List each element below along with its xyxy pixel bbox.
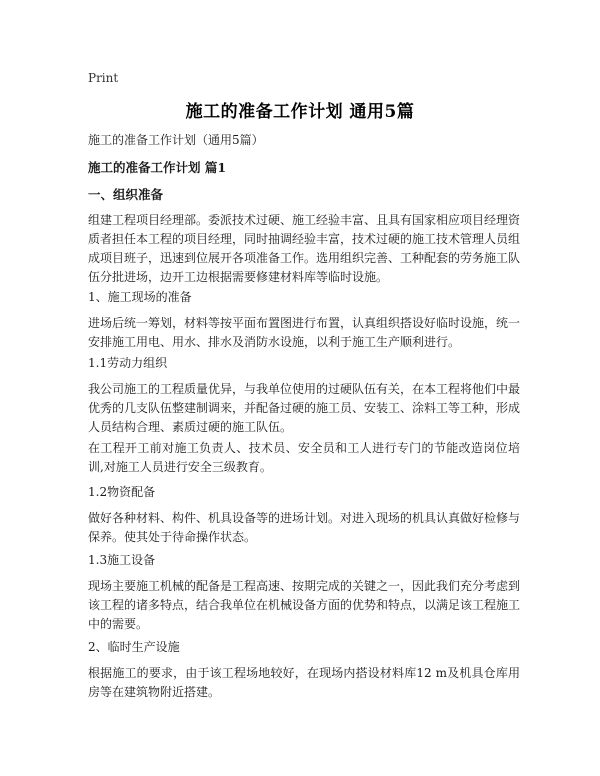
paragraph-organization: 组建工程项目经理部。委派技术过硬、施工经验丰富、且具有国家相应项目经理资质者担任本工程的项目经理，同时抽调经验丰富，技术过硬的施工技术管理人员组成项目班子，迅速到位展开各项准备工作。选用组织完善、工种配套的劳务施工队伍分批进场，边开工边根据需要修建材料库等临时设施。 [88, 213, 521, 284]
heading-temporary-facilities: 2、临时生产设施 [88, 640, 180, 654]
document-subtitle: 施工的准备工作计划（通用5篇） [88, 133, 264, 147]
heading-site-preparation: 1、施工现场的准备 [88, 290, 192, 304]
paragraph-labor: 我公司施工的工程质量优异，与我单位使用的过硬队伍有关，在本工程将他们中最优秀的几支队伍整建制调来，并配备过硬的施工员、安装工、涂料工等工种，形成人员结构合理、素质过硬的施工队伍。 [88, 382, 521, 434]
print-label: Print [88, 71, 119, 85]
paragraph-equipment: 现场主要施工机械的配备是工程高速、按期完成的关键之一，因此我们充分考虑到该工程的诸多特点，结合我单位在机械设备方面的优势和特点，以满足该工程施工中的需要。 [88, 579, 521, 631]
heading-organization: 一、组织准备 [88, 187, 164, 202]
heading-labor: 1.1劳动力组织 [88, 356, 168, 370]
heading-materials: 1.2物资配备 [88, 485, 156, 499]
paragraph-site-preparation: 进场后统一筹划，材料等按平面布置图进行布置，认真组织搭设好临时设施，统一安排施工用电、用水、排水及消防水设施，以利于施工生产顺利进行。 [88, 316, 521, 349]
paragraph-materials: 做好各种材料、构件、机具设备等的进场计划。对进入现场的机具认真做好检修与保养。使其处于待命操作状态。 [88, 511, 521, 544]
heading-equipment: 1.3施工设备 [88, 553, 156, 567]
paragraph-temporary-facilities: 根据施工的要求，由于该工程场地较好，在现场内搭设材料库12 m及机具仓库用房等在建筑物附近搭建。 [88, 666, 520, 699]
page-title: 施工的准备工作计划 通用5篇 [185, 102, 415, 122]
section-heading: 施工的准备工作计划 篇1 [88, 160, 227, 175]
paragraph-training: 在工程开工前对施工负责人、技术员、安全员和工人进行专门的节能改造岗位培训,对施工人员进行安全三级教育。 [88, 441, 520, 474]
